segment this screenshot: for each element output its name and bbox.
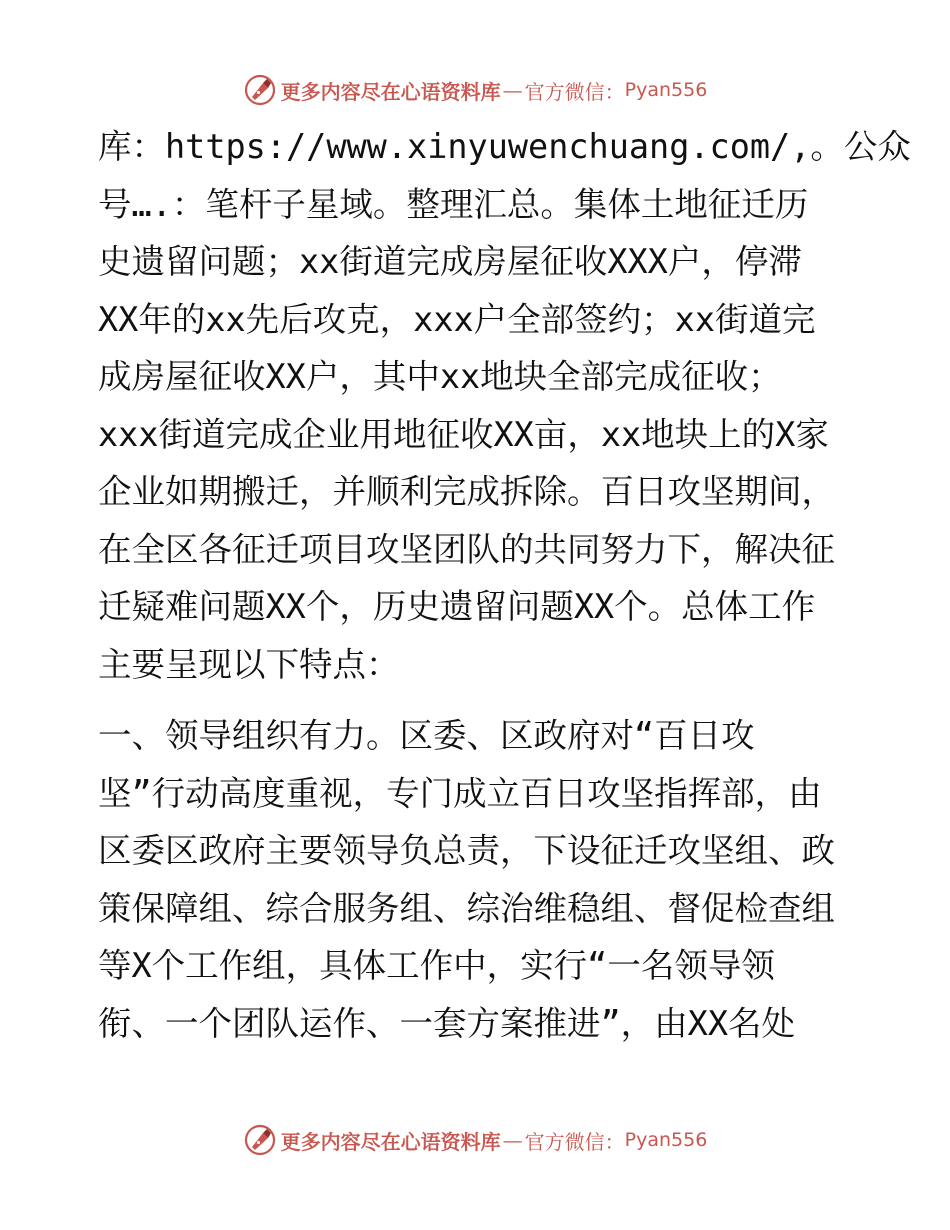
header-banner bbox=[0, 70, 950, 110]
text-line: 坚”行动高度重视，专门成立百日攻坚指挥部，由 bbox=[98, 773, 822, 813]
banner-dash: — bbox=[502, 78, 523, 102]
text-line: XX年的xx先后攻克，xxx户全部签约；xx街道完 bbox=[98, 299, 816, 339]
text-line: 在全区各征迁项目攻坚团队的共同努力下，解决征 bbox=[98, 529, 835, 569]
text-line: xxx街道完成企业用地征收XX亩，xx地块上的X家 bbox=[98, 414, 829, 454]
text-line: 策保障组、综合服务组、综治维稳组、督促检查组 bbox=[98, 888, 835, 928]
text-line: 企业如期搬迁，并顺利完成拆除。百日攻坚期间， bbox=[98, 472, 835, 511]
text-line: 库：https://www.xinyuwenchuang.com/,。公众 bbox=[98, 127, 911, 166]
banner-dash: — bbox=[502, 1128, 523, 1152]
text-line: 衔、一个团队运作、一套方案推进”，由XX名处 bbox=[98, 1003, 796, 1043]
text-line: 号….：笔杆子星域。整理汇总。集体土地征迁历 bbox=[98, 184, 809, 224]
banner-account-id: Pyan556 bbox=[624, 79, 708, 101]
pen-nib-circle-icon bbox=[243, 1123, 277, 1157]
text-line: 迁疑难问题XX个，历史遗留问题XX个。总体工作 bbox=[98, 587, 816, 626]
banner-account-id: Pyan556 bbox=[624, 1129, 708, 1151]
text-line: 等X个工作组，具体工作中，实行“一名领导领 bbox=[98, 946, 775, 985]
text-line: 主要呈现以下特点： bbox=[98, 644, 400, 684]
banner-brand-text: 更多内容尽在心语资料库 bbox=[280, 1129, 501, 1154]
pen-nib-circle-icon bbox=[243, 73, 277, 107]
banner-brand-text: 更多内容尽在心语资料库 bbox=[280, 79, 501, 104]
text-line: 区委区政府主要领导负总责，下设征迁攻坚组、政 bbox=[98, 831, 835, 870]
paragraph-1 bbox=[98, 118, 911, 693]
paragraph-2 bbox=[98, 707, 898, 1052]
banner-official-label: 官方微信： bbox=[524, 1129, 625, 1154]
paragraph-gap bbox=[98, 693, 898, 707]
footer-banner bbox=[0, 1120, 950, 1160]
banner-official-label: 官方微信： bbox=[524, 79, 625, 104]
text-line: 成房屋征收XX户，其中xx地块全部完成征收； bbox=[98, 357, 782, 396]
text-line: 一、领导组织有力。区委、区政府对“百日攻 bbox=[98, 716, 755, 755]
document-body bbox=[98, 118, 911, 1052]
text-line: 史遗留问题；xx街道完成房屋征收XXX户，停滞 bbox=[98, 242, 802, 281]
